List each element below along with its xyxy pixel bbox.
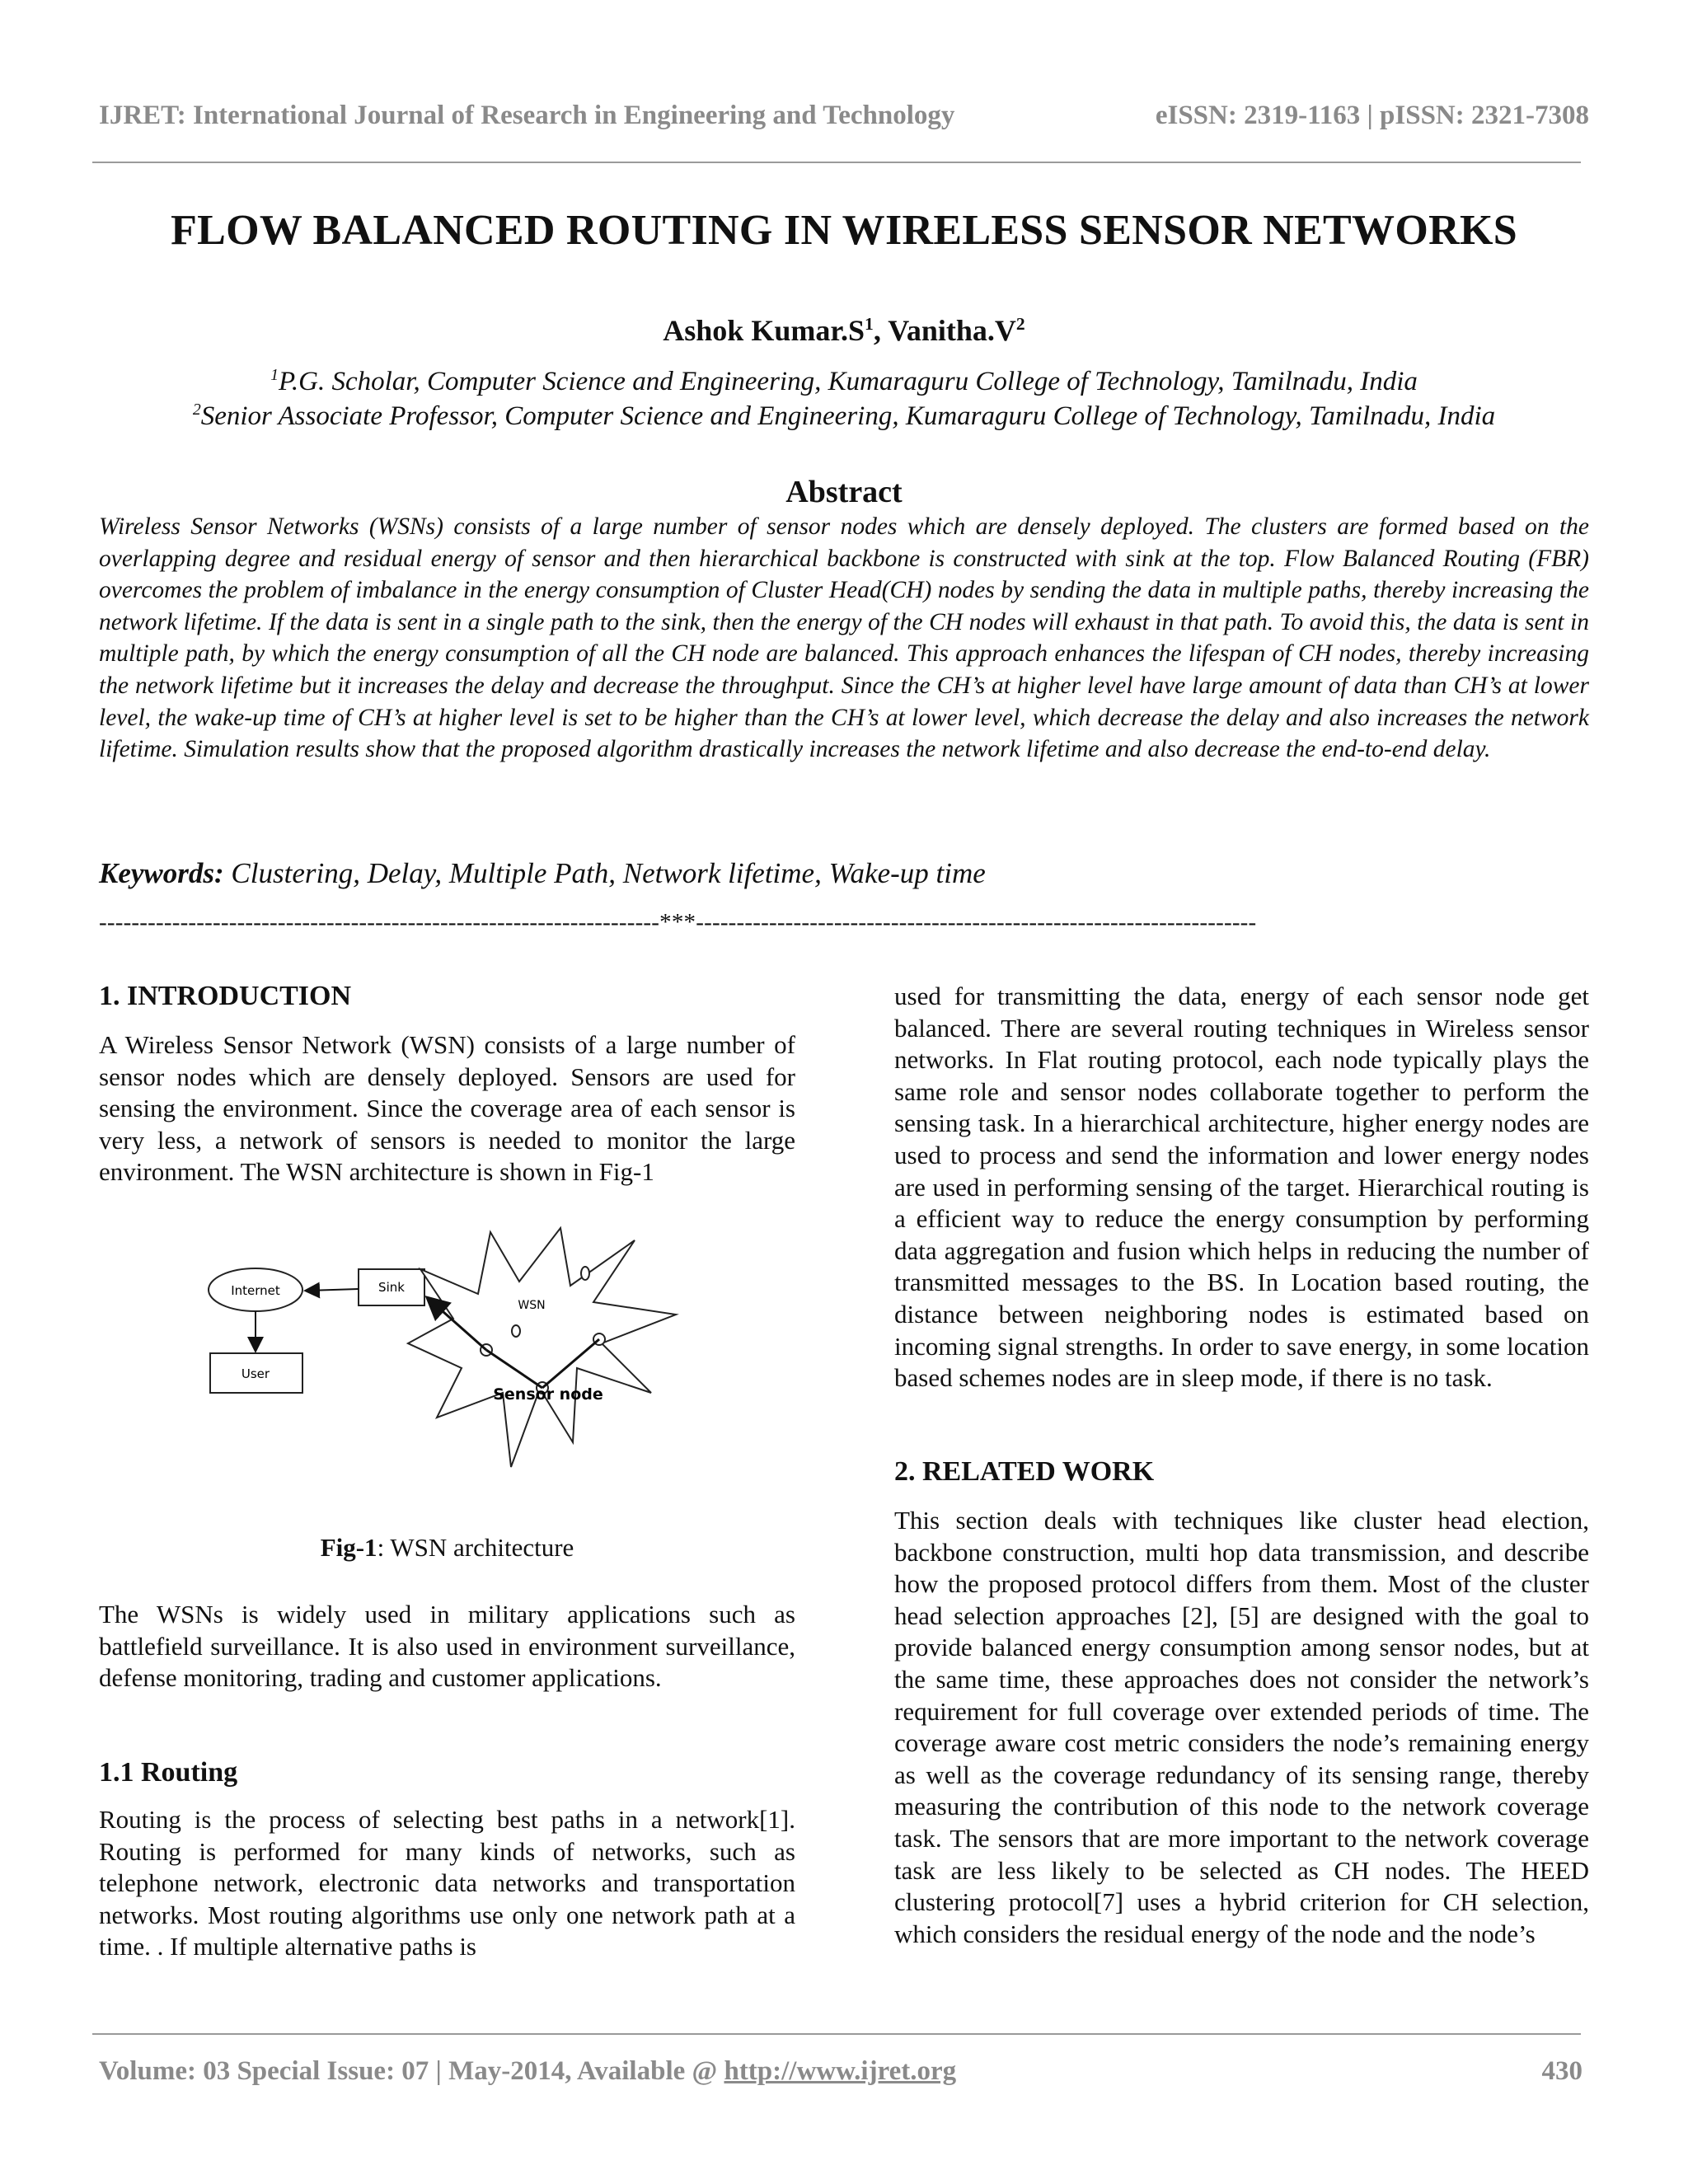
affiliation-2-sup: 2 xyxy=(192,401,201,419)
page-number: 430 xyxy=(1541,2056,1582,2086)
figure-caption xyxy=(99,1533,795,1563)
author-separator: , xyxy=(873,314,889,347)
right-p1-text: used for transmitting the data, energy of each sensor node get balanced. There are several routing techniques in Wireless sensor networks. In Flat routing protocol, each node typically plays the same role and sensor nodes collaborate together to perform the sensing task. In a hierarchical architecture, higher energy nodes are used to process and send the information and lower energy nodes are used in performing sensing of the target. Hierarchical routing is a efficient way to reduce the energy consumption by performing data aggregation and fusion which helps in reducing the number of transmitted messages to the BS. In Location based routing, the distance between neighboring nodes is estimated based on incoming signal strengths. In order to save energy, in some location based schemes nodes are in sleep mode, if there is no task. xyxy=(894,982,1589,1393)
journal-name: IJRET: International Journal of Research in Engineering and Technology xyxy=(99,101,955,130)
related-work-heading: 2. RELATED WORK xyxy=(894,1456,1155,1487)
sink-label: Sink xyxy=(378,1280,405,1295)
paper-title: FLOW BALANCED ROUTING IN WIRELESS SENSOR NETWORKS xyxy=(171,207,1517,254)
abstract-heading: Abstract xyxy=(785,475,903,509)
header-rule xyxy=(92,162,1581,163)
related-work-paragraph xyxy=(894,1505,1589,1950)
author-1-sup: 1 xyxy=(865,314,874,334)
wsn-architecture-figure xyxy=(190,1220,717,1475)
figure-caption-label: Fig-1 xyxy=(320,1533,377,1562)
authors xyxy=(0,313,1688,348)
affiliation-1 xyxy=(0,367,1688,397)
intro-p1-text: A Wireless Sensor Network (WSN) consists of a large number of sensor nodes which are densely deployed. Sensors are used for sensing the environment. Since the coverage area of each sensor is very less, a network of sensors is needed to monitor the large environment. The WSN architecture is shown in Fig-1 xyxy=(99,1030,795,1187)
issn-info: eISSN: 2319-1163 | pISSN: 2321-7308 xyxy=(1155,101,1589,130)
keywords-text: Clustering, Delay, Multiple Path, Network lifetime, Wake-up time xyxy=(223,857,986,889)
keywords xyxy=(99,857,986,890)
user-label: User xyxy=(241,1366,270,1381)
keywords-label: Keywords: xyxy=(99,857,224,889)
sink-to-internet-arrow xyxy=(307,1289,359,1291)
sensor-dot-icon xyxy=(581,1267,589,1280)
intro-paragraph-1 xyxy=(99,1029,795,1188)
intro-heading: 1. INTRODUCTION xyxy=(99,981,352,1011)
right-paragraph-1 xyxy=(894,981,1589,1394)
affiliation-1-text: P.G. Scholar, Computer Science and Engineering, Kumaraguru College of Technology, Tamilnadu, India xyxy=(278,367,1418,396)
affiliation-2-text: Senior Associate Professor, Computer Science and Engineering, Kumaraguru College of Technology, Tamilnadu, India xyxy=(200,401,1496,431)
sensor-dot-icon xyxy=(512,1325,520,1337)
related-p1-text: This section deals with techniques like cluster head election, backbone construction, multi hop data transmission, and describe how the proposed protocol differs from them. Most of the cluster head selection approaches [2], [5] are designed with the goal to provide balanced energy consumption among sensor nodes, but at the same time, these approaches does not consider the network’s requirement for full coverage over extended periods of time. The coverage aware cost metric considers the node’s remaining energy as well as the coverage redundancy of its sensing range, thereby measuring the contribution of this node to the network coverage task. The sensors that are more important to the network coverage task are less likely to be selected as CH nodes. The HEED clustering protocol[7] uses a hybrid criterion for CH selection, which considers the residual energy of the node and the node’s xyxy=(894,1506,1589,1948)
footer-volume xyxy=(99,2056,956,2087)
intro-p2-text: The WSNs is widely used in military applications such as battlefield surveillance. It is also used in environment surveillance, defense monitoring, trading and customer applications. xyxy=(99,1600,795,1693)
footer-url-link[interactable]: http://www.ijret.org xyxy=(724,2056,957,2086)
figure-caption-text: : WSN architecture xyxy=(377,1533,574,1562)
internet-label: Internet xyxy=(231,1283,280,1298)
wsn-cloud-shape xyxy=(408,1228,676,1467)
intro-paragraph-2 xyxy=(99,1599,795,1694)
affiliation-2 xyxy=(0,401,1688,432)
routing-heading: 1.1 Routing xyxy=(99,1757,238,1788)
wsn-label: WSN xyxy=(518,1299,546,1312)
routing-paragraph xyxy=(99,1804,795,1963)
sensor-node-label: Sensor node xyxy=(493,1385,603,1404)
author-2-sup: 2 xyxy=(1015,314,1025,334)
routing-p1-text: Routing is the process of selecting best paths in a network[1]. Routing is performed for many kinds of networks, such as telephone network, electronic data networks and transportation networks. Most routing algorithms use only one network path at a time. . If multiple alternative paths is xyxy=(99,1805,795,1961)
section-divider: ---------------------------------------------------------------------***--------------------------------------------------------------------- xyxy=(99,909,1257,935)
footer-rule xyxy=(92,2033,1581,2035)
footer-volume-text: Volume: 03 Special Issue: 07 | May-2014, Available @ xyxy=(99,2056,724,2086)
affiliation-1-sup: 1 xyxy=(270,366,279,384)
abstract-text: Wireless Sensor Networks (WSNs) consists of a large number of sensor nodes which are densely deployed. The clusters are formed based on the overlapping degree and residual energy of sensor and then hierarchical backbone is constructed with sink at the top. Flow Balanced Routing (FBR) overcomes the problem of imbalance in the energy consumption of Cluster Head(CH) nodes by sending the data in multiple paths, thereby increasing the network lifetime. If the data is sent in a single path to the sink, then the energy of the CH nodes will exhaust in that path. To avoid this, the data is sent in multiple path, by which the energy consumption of all the CH node are balanced. This approach enhances the lifespan of CH nodes, thereby increasing the network lifetime but it increases the delay and decrease the throughput. Since the CH’s at higher level have large amount of data than CH’s at lower level, the wake-up time of CH’s at higher level is set to be higher than the CH’s at lower level, which decrease the delay and also increases the network lifetime. Simulation results show that the proposed algorithm drastically increases the network lifetime and also decrease the end-to-end delay. xyxy=(99,513,1589,763)
author-2: Vanitha.V xyxy=(888,314,1016,347)
author-1: Ashok Kumar.S xyxy=(663,314,865,347)
